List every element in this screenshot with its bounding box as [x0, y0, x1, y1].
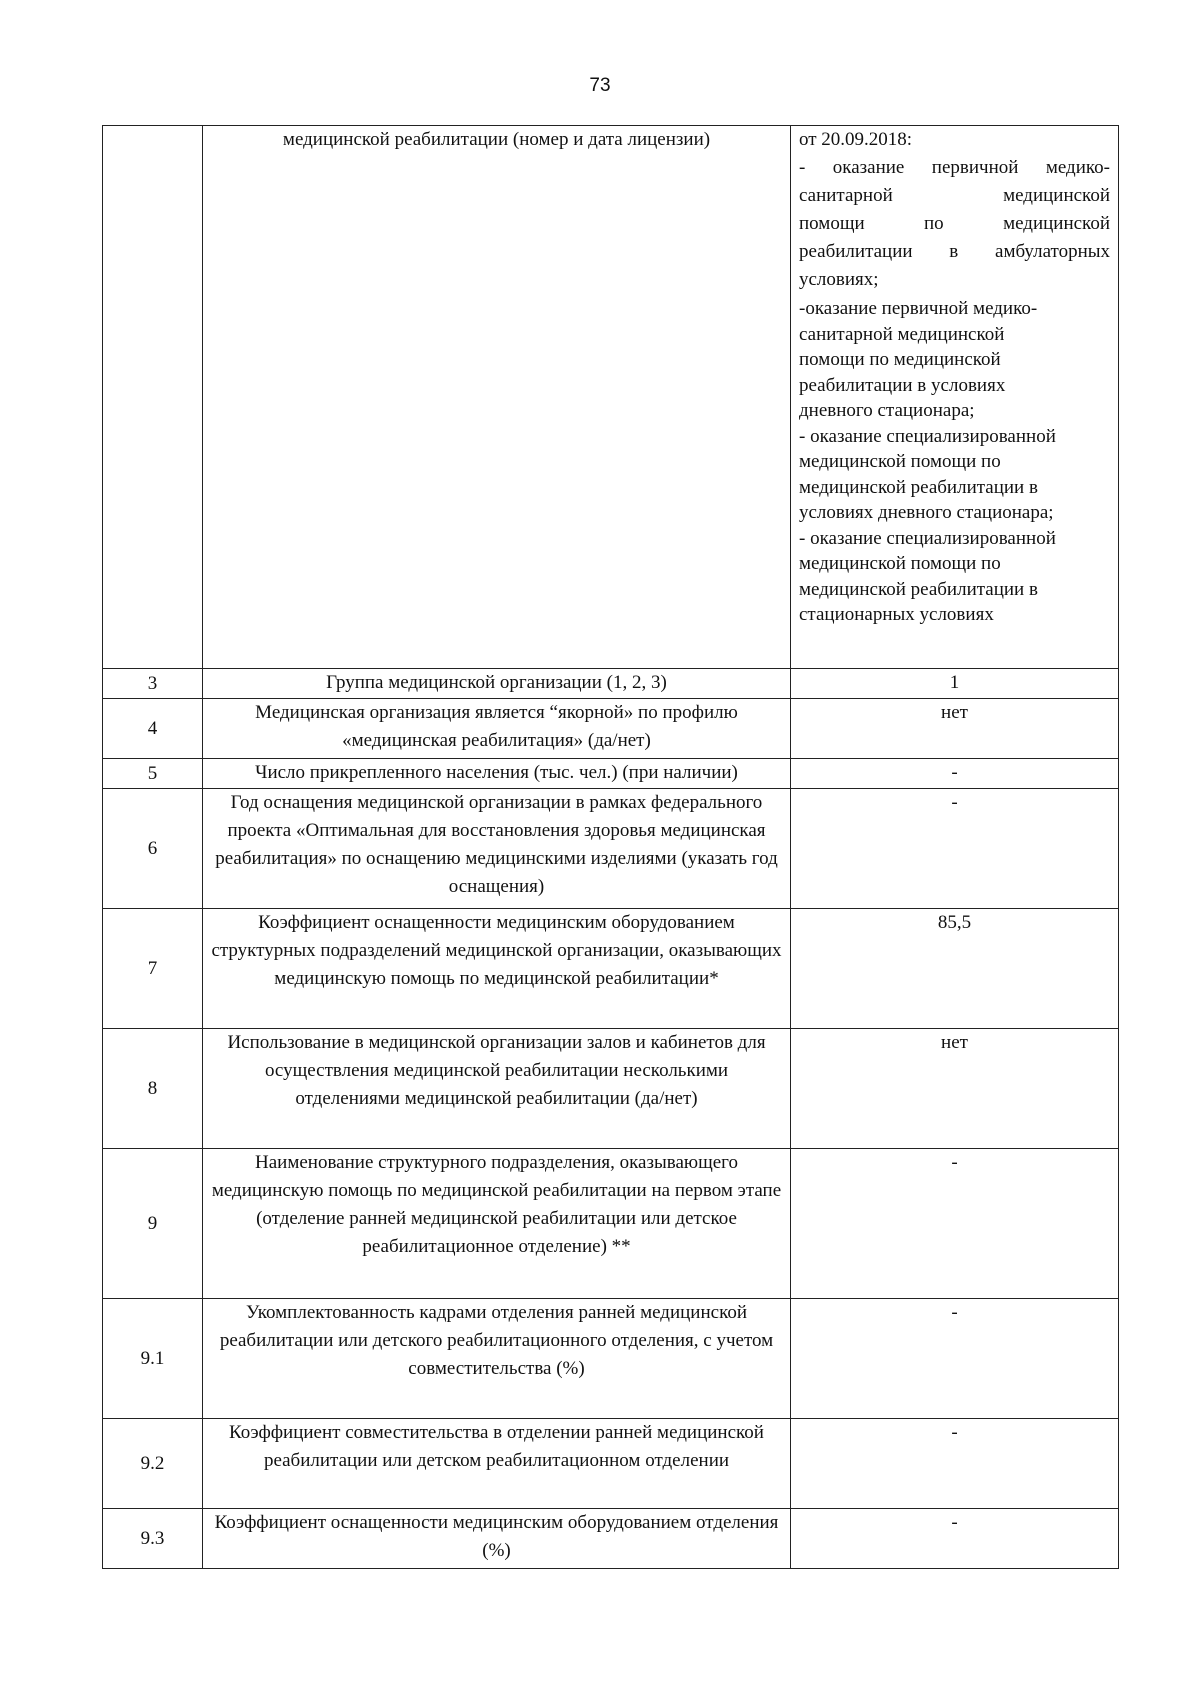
- row-name-cell: [203, 126, 791, 669]
- page-number: 73: [589, 75, 611, 96]
- row-number-cell: 6: [103, 789, 203, 909]
- medical-rehabilitation-table: [102, 125, 1119, 1569]
- license-item-2-line: помощи по медицинской: [799, 349, 1001, 370]
- row-value-cell: -: [791, 1149, 1119, 1299]
- row-value-cell: -: [791, 1299, 1119, 1419]
- row-number-cell: 9.1: [103, 1299, 203, 1419]
- license-item-2-line: дневного стационара;: [799, 400, 975, 421]
- row-name-cell: Год оснащения медицинской организации в рамках федерального проекта «Оптимальная для восстановления здоровья медицинская реабилитация» по оснащению медицинскими изделиями (указать год оснащения): [203, 789, 791, 909]
- license-item-3-line: медицинской помощи по: [799, 451, 1001, 472]
- row-value-cell: 85,5: [791, 909, 1119, 1029]
- license-item-4: [799, 526, 1110, 628]
- row-value-cell: -: [791, 1419, 1119, 1509]
- row-name-cell: Группа медицинской организации (1, 2, 3): [203, 669, 791, 699]
- license-item-3-line: условиях дневного стационара;: [799, 502, 1054, 523]
- row-number-cell: 5: [103, 759, 203, 789]
- license-item-3-line: медицинской реабилитации в: [799, 476, 1038, 498]
- table-row: [103, 1299, 1119, 1419]
- row-number-cell: 8: [103, 1029, 203, 1149]
- license-item-4-line: медицинской помощи по: [799, 553, 1001, 574]
- license-item-1: [799, 154, 1110, 294]
- row-number-cell: 9.3: [103, 1509, 203, 1569]
- license-item-3: [799, 424, 1110, 526]
- row-value-cell: -: [791, 789, 1119, 909]
- row-name-cell: Коэффициент оснащенности медицинским оборудованием структурных подразделений медицинской организации, оказывающих медицинскую помощь по медицинской реабилитации*: [203, 909, 791, 1029]
- row-value-cell: нет: [791, 699, 1119, 759]
- table-row: [103, 1419, 1119, 1509]
- table-row: [103, 909, 1119, 1029]
- row-number-cell: 9.2: [103, 1419, 203, 1509]
- table-row: [103, 759, 1119, 789]
- row-name-cell: Коэффициент совместительства в отделении ранней медицинской реабилитации или детском реабилитационном отделении: [203, 1419, 791, 1509]
- license-list-cell: [791, 126, 1119, 669]
- row-name-cell: Число прикрепленного населения (тыс. чел.) (при наличии): [203, 759, 791, 789]
- license-item-4-line: стационарных условиях: [799, 604, 994, 625]
- license-item-4-line: - оказание специализированной: [799, 527, 1056, 549]
- table-row: [103, 789, 1119, 909]
- row-value-cell: -: [791, 1509, 1119, 1569]
- row-value-cell: -: [791, 759, 1119, 789]
- row-number-cell: [103, 126, 203, 669]
- row-name-cell: Укомплектованность кадрами отделения ранней медицинской реабилитации или детского реабилитационного отделения, с учетом совместительства (%): [203, 1299, 791, 1419]
- table-row: [103, 1509, 1119, 1569]
- table-row: [103, 669, 1119, 699]
- table-row: [103, 1029, 1119, 1149]
- license-item-1-line: санитарной медицинской: [799, 185, 1110, 206]
- license-item-1-line: реабилитации в амбулаторных: [799, 241, 1110, 262]
- license-item-2-line: -оказание первичной медико-: [799, 298, 1038, 319]
- license-date: от 20.09.2018:: [799, 129, 913, 150]
- row-name-cell: Коэффициент оснащенности медицинским оборудованием отделения (%): [203, 1509, 791, 1569]
- row-name-cell: Наименование структурного подразделения, оказывающего медицинскую помощь по медицинской реабилитации на первом этапе (отделение ранней медицинской реабилитации или детское реабилитационное отделение) **: [203, 1149, 791, 1299]
- license-item-2-line: реабилитации в условиях: [799, 374, 1006, 396]
- license-item-1-line: помощи по медицинской: [799, 213, 1110, 234]
- row-number-cell: 9: [103, 1149, 203, 1299]
- license-item-1-line: - оказание первичной медико-: [799, 157, 1110, 178]
- row-number-cell: 3: [103, 669, 203, 699]
- row-value-cell: нет: [791, 1029, 1119, 1149]
- table-row: [103, 699, 1119, 759]
- continuation-name: медицинской реабилитации (номер и дата лицензии): [282, 129, 711, 150]
- row-number-cell: 7: [103, 909, 203, 1029]
- row-number-cell: 4: [103, 699, 203, 759]
- license-item-2-line: санитарной медицинской: [799, 323, 1005, 345]
- row-name-cell: Использование в медицинской организации залов и кабинетов для осуществления медицинской реабилитации несколькими отделениями медицинской реабилитации (да/нет): [203, 1029, 791, 1149]
- license-item-2: [799, 296, 1110, 424]
- row-value-cell: 1: [791, 669, 1119, 699]
- license-item-3-line: - оказание специализированной: [799, 425, 1056, 447]
- license-item-1-line: условиях;: [799, 269, 879, 290]
- table-row-continuation: [103, 126, 1119, 669]
- license-item-4-line: медицинской реабилитации в: [799, 578, 1038, 600]
- table-row: [103, 1149, 1119, 1299]
- row-name-cell: Медицинская организация является “якорной» по профилю «медицинская реабилитация» (да/нет): [203, 699, 791, 759]
